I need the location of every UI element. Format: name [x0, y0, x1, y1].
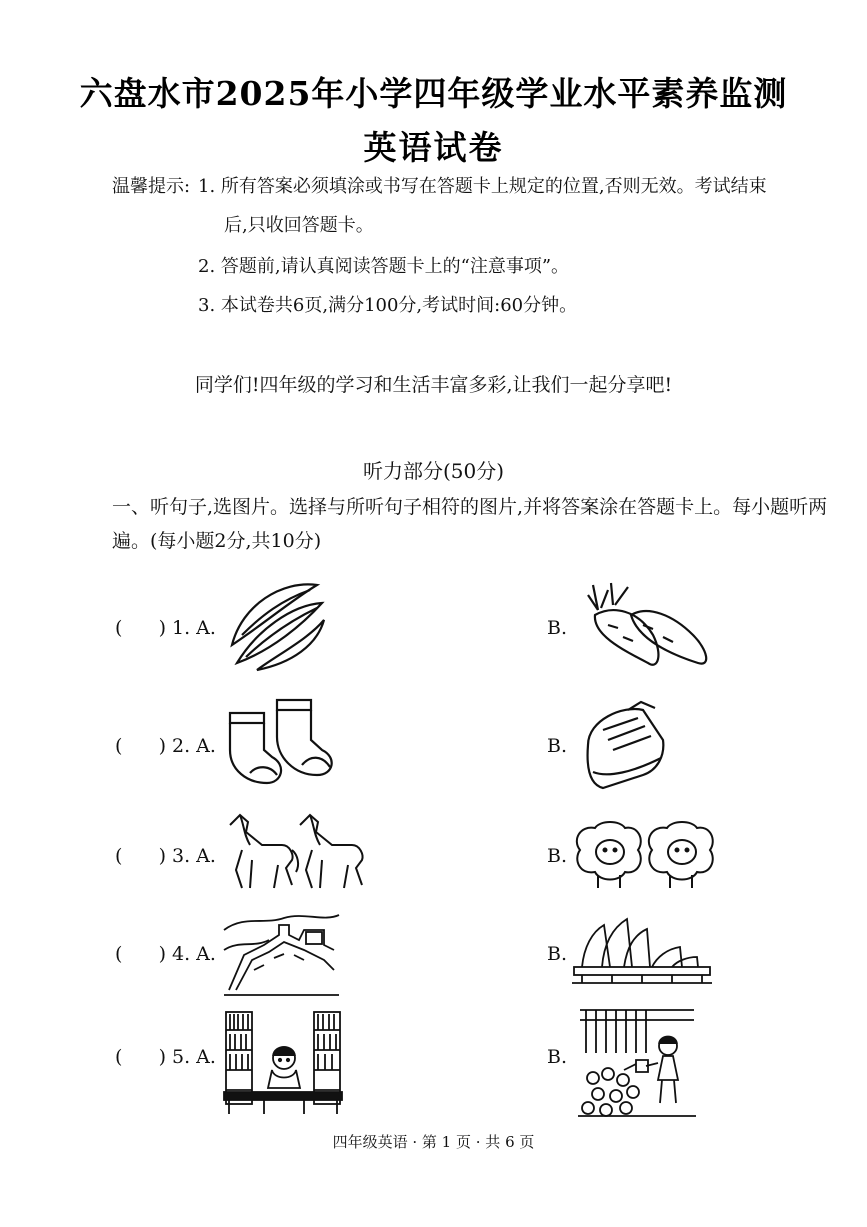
tip-item-1-cont: 后,只收回答题卡。 [224, 215, 374, 236]
answer-paren[interactable]: ( ) [115, 617, 167, 639]
question-number: 5. A. [172, 1046, 216, 1068]
question-number: 4. A. [172, 943, 216, 965]
section-title: 听力部分(50分) [362, 459, 505, 483]
great-wall-icon[interactable] [224, 910, 339, 995]
question-2 [0, 695, 867, 795]
question-3 [0, 805, 867, 905]
option-b-label: B. [547, 845, 568, 867]
socks-icon[interactable] [222, 695, 347, 790]
watering-girl-icon[interactable] [578, 1008, 696, 1118]
option-b-label: B. [547, 1046, 568, 1068]
question-5 [0, 1008, 867, 1108]
beans-icon[interactable] [222, 575, 332, 675]
question-4 [0, 905, 867, 1005]
option-b-label: B. [547, 735, 568, 757]
option-b-label: B. [547, 943, 568, 965]
answer-paren[interactable]: ( ) [115, 943, 167, 965]
opera-house-icon[interactable] [572, 917, 712, 985]
answer-paren[interactable]: ( ) [115, 845, 167, 867]
section-instruction: 一、听句子,选图片。选择与所听句子相符的图片,并将答案涂在答题卡上。每小题听两遍。(每小题2分,共10分) [112, 496, 828, 552]
option-b-label: B. [547, 617, 568, 639]
intro-text: 同学们!四年级的学习和生活丰富多彩,让我们一起分享吧! [194, 374, 673, 396]
answer-paren[interactable]: ( ) [115, 1046, 167, 1068]
carrots-icon[interactable] [583, 575, 718, 675]
question-number: 1. A. [172, 617, 216, 639]
page-footer: 四年级英语 · 第 1 页 · 共 6 页 [332, 1133, 535, 1151]
tip-item-3: 3. 本试卷共6页,满分100分,考试时间:60分钟。 [198, 295, 578, 316]
horses-icon[interactable] [222, 810, 367, 895]
question-number: 2. A. [172, 735, 216, 757]
shoes-icon[interactable] [583, 700, 668, 795]
tips-label: 温馨提示: [112, 176, 191, 197]
question-number: 3. A. [172, 845, 216, 867]
answer-paren[interactable]: ( ) [115, 735, 167, 757]
question-1 [0, 575, 867, 675]
sheep-icon[interactable] [570, 820, 715, 890]
exam-title: 六盘水市2025年小学四年级学业水平素养监测 [79, 74, 788, 113]
tip-item-2: 2. 答题前,请认真阅读答题卡上的“注意事项”。 [198, 256, 570, 277]
library-girl-icon[interactable] [224, 1010, 342, 1115]
tip-item-1: 1. 所有答案必须填涂或书写在答题卡上规定的位置,否则无效。考试结束 [198, 176, 767, 197]
exam-subtitle: 英语试卷 [363, 128, 504, 167]
